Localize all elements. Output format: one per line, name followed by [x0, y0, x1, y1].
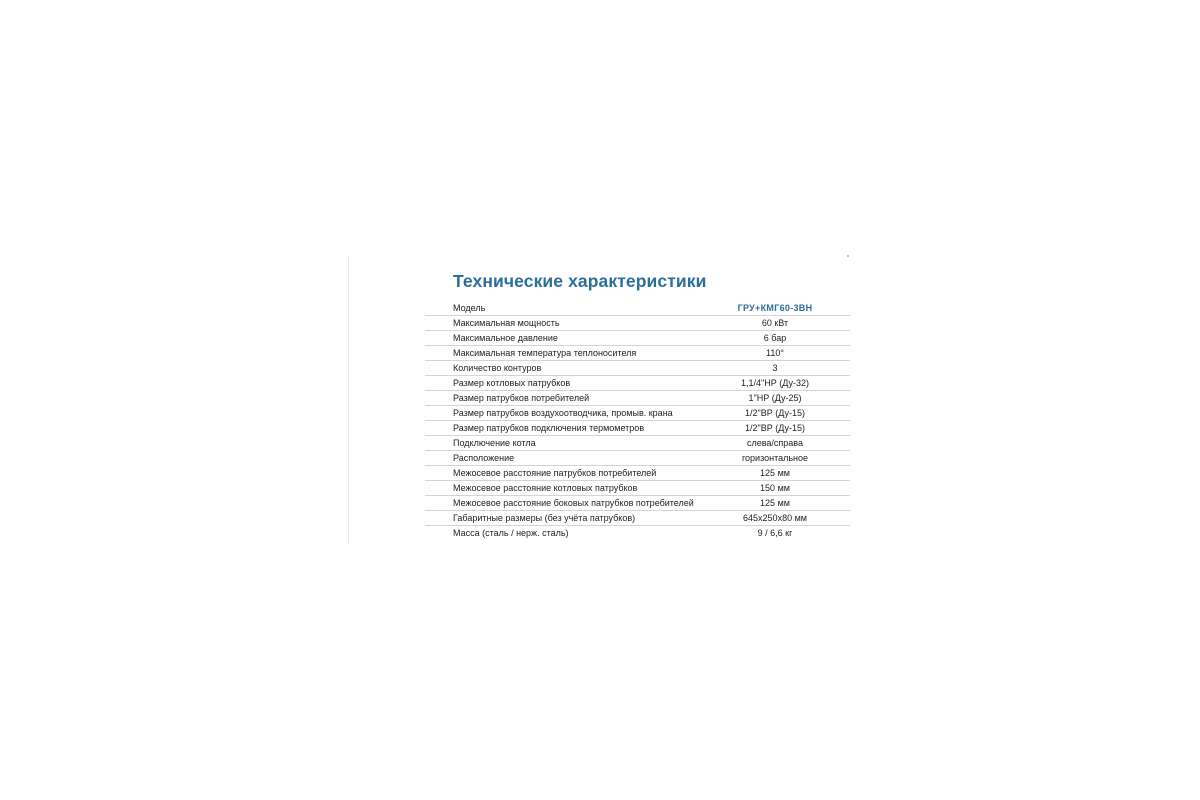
- row-value: 125 мм: [710, 466, 850, 481]
- page-title: Технические характеристики: [453, 271, 707, 291]
- table-row: [425, 331, 850, 346]
- table-row: [425, 511, 850, 526]
- table-row: [425, 361, 850, 376]
- row-param: Размер котловых патрубков: [425, 376, 710, 391]
- row-value: 1/2"ВР (Ду-15): [710, 421, 850, 436]
- row-param: Межосевое расстояние котловых патрубков: [425, 481, 710, 496]
- table-row: [425, 451, 850, 466]
- row-param: Межосевое расстояние патрубков потребителей: [425, 466, 710, 481]
- row-value: 1"НР (Ду-25): [710, 391, 850, 406]
- row-value: 125 мм: [710, 496, 850, 511]
- row-param: Максимальная мощность: [425, 316, 710, 331]
- corner-mark: [847, 255, 849, 257]
- row-value: 9 / 6,6 кг: [757, 527, 793, 538]
- row-value: горизонтальное: [710, 451, 850, 466]
- row-value: 150 мм: [710, 481, 850, 496]
- table-row: [425, 436, 850, 451]
- table-row: [425, 346, 850, 361]
- row-param: Расположение: [425, 451, 710, 466]
- table-row: [425, 481, 850, 496]
- table-row: [425, 376, 850, 391]
- row-param: Максимальная температура теплоносителя: [425, 346, 710, 361]
- table-row: [425, 421, 850, 436]
- table-row: [425, 496, 850, 511]
- row-param: Межосевое расстояние боковых патрубков потребителей: [425, 496, 710, 511]
- table-row: [425, 466, 850, 481]
- table-row: [425, 391, 850, 406]
- row-param: Размер патрубков подключения термометров: [425, 421, 710, 436]
- row-value: 1/2"ВР (Ду-15): [710, 406, 850, 421]
- row-value: 6 бар: [710, 331, 850, 346]
- row-param: Масса (сталь / нерж. сталь): [453, 527, 569, 538]
- spec-table: [425, 301, 850, 540]
- row-param: Размер патрубков воздухоотводчика, промыв. крана: [425, 406, 710, 421]
- row-value: 110°: [710, 346, 850, 361]
- row-param: Подключение котла: [425, 436, 710, 451]
- header-param-label: Модель: [425, 301, 710, 316]
- table-row: [425, 406, 850, 421]
- table-header-row: [425, 301, 850, 316]
- row-value: 3: [710, 361, 850, 376]
- row-param: Размер патрубков потребителей: [425, 391, 710, 406]
- row-value: слева/справа: [710, 436, 850, 451]
- row-value: 1,1/4"НР (Ду-32): [710, 376, 850, 391]
- page-margin-line: [348, 256, 349, 544]
- spec-sheet: [425, 266, 850, 540]
- table-row: [425, 526, 850, 541]
- row-value: 60 кВт: [710, 316, 850, 331]
- row-param: Максимальное давление: [425, 331, 710, 346]
- header-model-value: ГРУ+КМГ60-3ВН: [710, 301, 850, 316]
- row-value: 645х250х80 мм: [710, 511, 850, 526]
- table-row: [425, 316, 850, 331]
- row-param: Количество контуров: [425, 361, 710, 376]
- row-param: Габаритные размеры (без учёта патрубков): [425, 511, 710, 526]
